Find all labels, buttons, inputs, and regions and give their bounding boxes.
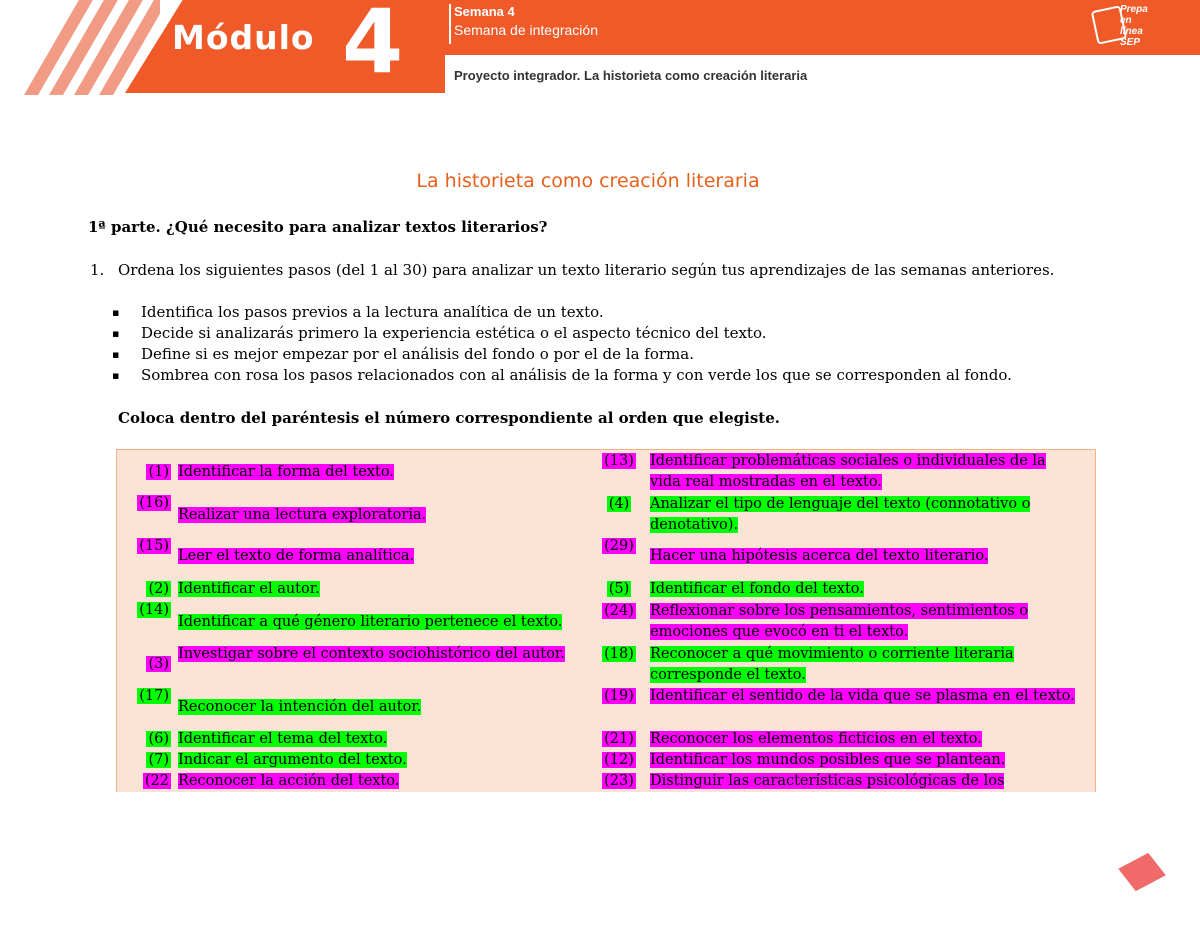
- step-text: Reconocer a qué movimiento o corriente literaria corresponde el texto.: [650, 646, 1014, 683]
- bullet-list: [112, 302, 1012, 386]
- step-text: Investigar sobre el contexto sociohistórico del autor.: [178, 646, 565, 662]
- step-number: (6): [148, 731, 169, 747]
- step-number: (3): [148, 656, 169, 672]
- step-text: Identificar el tema del texto.: [178, 731, 388, 747]
- step-text: Hacer una hipótesis acerca del texto literario.: [650, 548, 989, 564]
- step-number: (16): [139, 495, 169, 511]
- step-number: (17): [139, 688, 169, 704]
- step-number: (24): [604, 603, 634, 619]
- prepa-en-linea-logo: Prepa en línea SEP: [1094, 4, 1154, 48]
- step-text: Identificar el fondo del texto.: [650, 581, 864, 597]
- step-text: Analizar el tipo de lenguaje del texto (connotativo o denotativo).: [650, 496, 1031, 533]
- week-label: Semana 4: [454, 4, 515, 19]
- step-number: (19): [604, 688, 634, 704]
- bullet-icon: ▪: [112, 348, 120, 361]
- step-text: Reconocer la acción del texto.: [178, 773, 400, 789]
- header-divider: [449, 4, 451, 44]
- step-number: (4): [608, 496, 630, 512]
- step-text: Identificar a qué género literario pertenece el texto.: [178, 614, 563, 630]
- step-text: Reconocer la intención del autor.: [178, 699, 422, 715]
- step-text: Reconocer los elementos ficticios en el texto.: [650, 731, 982, 747]
- bullet-icon: ▪: [112, 369, 120, 382]
- step-number: (29): [604, 538, 634, 554]
- step-text: Identificar el autor.: [178, 581, 320, 597]
- step-text: Realizar una lectura exploratoria.: [178, 507, 427, 523]
- step-number: (14): [139, 602, 169, 618]
- step-text: Identificar el sentido de la vida que se plasma en el texto.: [650, 688, 1075, 704]
- section-heading: 1ª parte. ¿Qué necesito para analizar textos literarios?: [88, 218, 548, 236]
- step-text: Identificar los mundos posibles que se plantean.: [650, 752, 1006, 768]
- step-text: Indicar el argumento del texto.: [178, 752, 407, 768]
- week-subtitle: Semana de integración: [454, 22, 598, 38]
- list-item: ▪ Define si es mejor empezar por el análisis del fondo o por el de la forma.: [112, 345, 694, 363]
- table-instruction: Coloca dentro del paréntesis el número correspondiente al orden que elegiste.: [118, 409, 780, 427]
- instruction: 1. Ordena los siguientes pasos (del 1 al 30) para analizar un texto literario según tus aprendizajes de las semanas anteriores.: [90, 261, 1055, 279]
- step-number: (12): [604, 752, 634, 768]
- list-item: ▪ Identifica los pasos previos a la lectura analítica de un texto.: [112, 303, 604, 321]
- step-number: (1): [148, 464, 169, 480]
- bullet-icon: ▪: [112, 327, 120, 340]
- module-label: Módulo: [172, 18, 315, 57]
- step-text: Distinguir las características psicológicas de los: [650, 773, 1005, 789]
- bullet-icon: ▪: [112, 306, 120, 319]
- step-text: Identificar problemáticas sociales o individuales de la vida real mostradas en el texto.: [650, 453, 1046, 490]
- step-number: (15): [139, 538, 169, 554]
- steps-table: [116, 449, 1096, 792]
- corner-decoration: [1118, 853, 1166, 891]
- step-text: Identificar la forma del texto.: [178, 464, 394, 480]
- list-item: ▪ Decide si analizarás primero la experiencia estética o el aspecto técnico del texto.: [112, 324, 767, 342]
- step-number: (13): [604, 453, 634, 469]
- step-number: (21): [604, 731, 634, 747]
- module-number: 4: [342, 0, 404, 93]
- step-number: (18): [604, 646, 634, 662]
- step-number: (2): [148, 581, 169, 597]
- page-title: La historieta como creación literaria: [416, 170, 760, 192]
- project-title: Proyecto integrador. La historieta como creación literaria: [454, 68, 808, 83]
- step-number: (5): [608, 581, 630, 597]
- step-text: Reflexionar sobre los pensamientos, sentimientos o emociones que evocó en ti el texto.: [650, 603, 1029, 640]
- step-number: (23): [604, 773, 634, 789]
- step-number: (7): [148, 752, 169, 768]
- step-number: (22: [144, 773, 169, 789]
- list-item: ▪ Sombrea con rosa los pasos relacionados con al análisis de la forma y con verde los que se corresponden al fondo.: [112, 366, 1012, 384]
- step-text: Leer el texto de forma analítica.: [178, 548, 415, 564]
